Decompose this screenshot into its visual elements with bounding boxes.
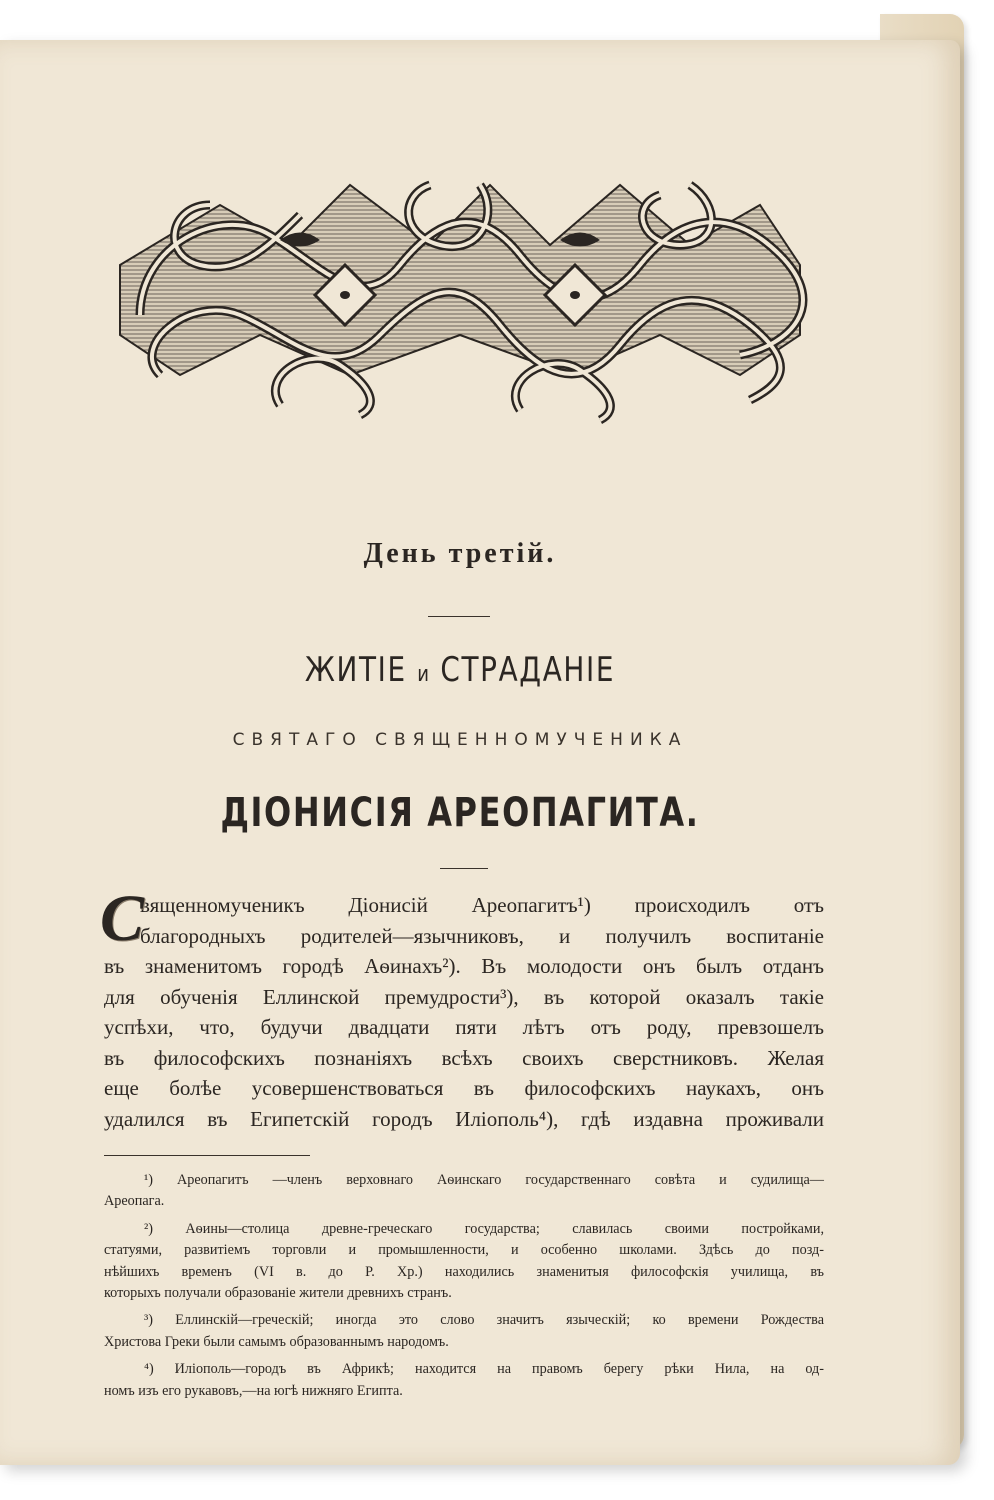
- title-connector: и: [417, 662, 430, 687]
- footnote-line: нѣйшихъ временъ (VI в. до Р. Хр.) находились знаменитыя философскія училища, въ: [104, 1263, 824, 1280]
- footnote: [104, 1310, 824, 1353]
- text-line: для обученія Еллинской премудрости³), въ которой оказалъ такіе: [104, 984, 824, 1009]
- subtitle: СВЯТАГО СВЯЩЕННОМУЧЕНИКА: [232, 730, 688, 750]
- footnote-line: которыхъ получали образованіе жители древнихъ странъ.: [104, 1285, 452, 1302]
- footnote-divider: [104, 1155, 310, 1156]
- drop-cap: С: [100, 882, 145, 955]
- divider: [428, 616, 490, 617]
- title-part1: ЖИТІЕ: [304, 650, 407, 690]
- footnote-line: статуями, развитіемъ торговли и промышленности, и особенно школами. Здѣсь до позд-: [104, 1242, 824, 1259]
- text-line: еще болѣе усовершенствоваться въ философскихъ наукахъ, онъ: [104, 1076, 824, 1100]
- text-line: благородныхъ родителей—язычниковъ, и получилъ воспитаніе: [140, 923, 824, 948]
- text-line: вященномученикъ Діонисій Ареопагитъ¹) происходилъ отъ: [140, 893, 824, 917]
- text-line: удалился въ Египетскій городъ Иліополь⁴), гдѣ издавна проживали: [104, 1106, 824, 1131]
- footnote-line: Христова Греки были самымъ образованнымъ народомъ.: [104, 1333, 449, 1350]
- book-page: [0, 40, 960, 1465]
- footnote: [104, 1219, 824, 1305]
- footnote-line: ²) Аѳины—столица древне-греческаго государства; славилась своими постройками,: [144, 1220, 824, 1237]
- title-part2: СТРАДАНІЕ: [440, 650, 616, 690]
- footnote: [104, 1170, 824, 1213]
- footnote-line: ³) Еллинскій—греческій; иногда это слово значитъ языческій; ко времени Рождества: [144, 1312, 824, 1329]
- page-title: [83, 650, 837, 690]
- day-heading: День третій.: [363, 538, 557, 569]
- footnote-line: номъ изъ его рукавовъ,—на югѣ нижняго Египта.: [104, 1382, 403, 1399]
- footnote-line: ¹) Ареопагитъ —членъ верховнаго Аѳинскаго государственнаго совѣта и судилища—: [144, 1172, 824, 1188]
- footnotes: [104, 1170, 824, 1408]
- divider: [440, 868, 488, 869]
- ornamental-headpiece: [100, 145, 820, 425]
- text-line: въ знаменитомъ городѣ Аѳинахъ²). Въ молодости онъ былъ отданъ: [104, 954, 824, 978]
- text-line: въ философскихъ познаніяхъ всѣхъ своихъ сверстниковъ. Желая: [104, 1045, 824, 1070]
- footnote: [104, 1359, 824, 1402]
- text-line: успѣхи, что, будучи двадцати пяти лѣтъ отъ роду, превзошелъ: [104, 1015, 824, 1039]
- footnote-line: ⁴) Иліополь—городъ въ Африкѣ; находится на правомъ берегу рѣки Нила, на од-: [144, 1361, 824, 1378]
- body-text: [100, 882, 824, 1134]
- footnote-line: Ареопага.: [104, 1193, 165, 1210]
- saint-name: ДІОНИСІЯ АРЕОПАГИТА.: [220, 790, 700, 836]
